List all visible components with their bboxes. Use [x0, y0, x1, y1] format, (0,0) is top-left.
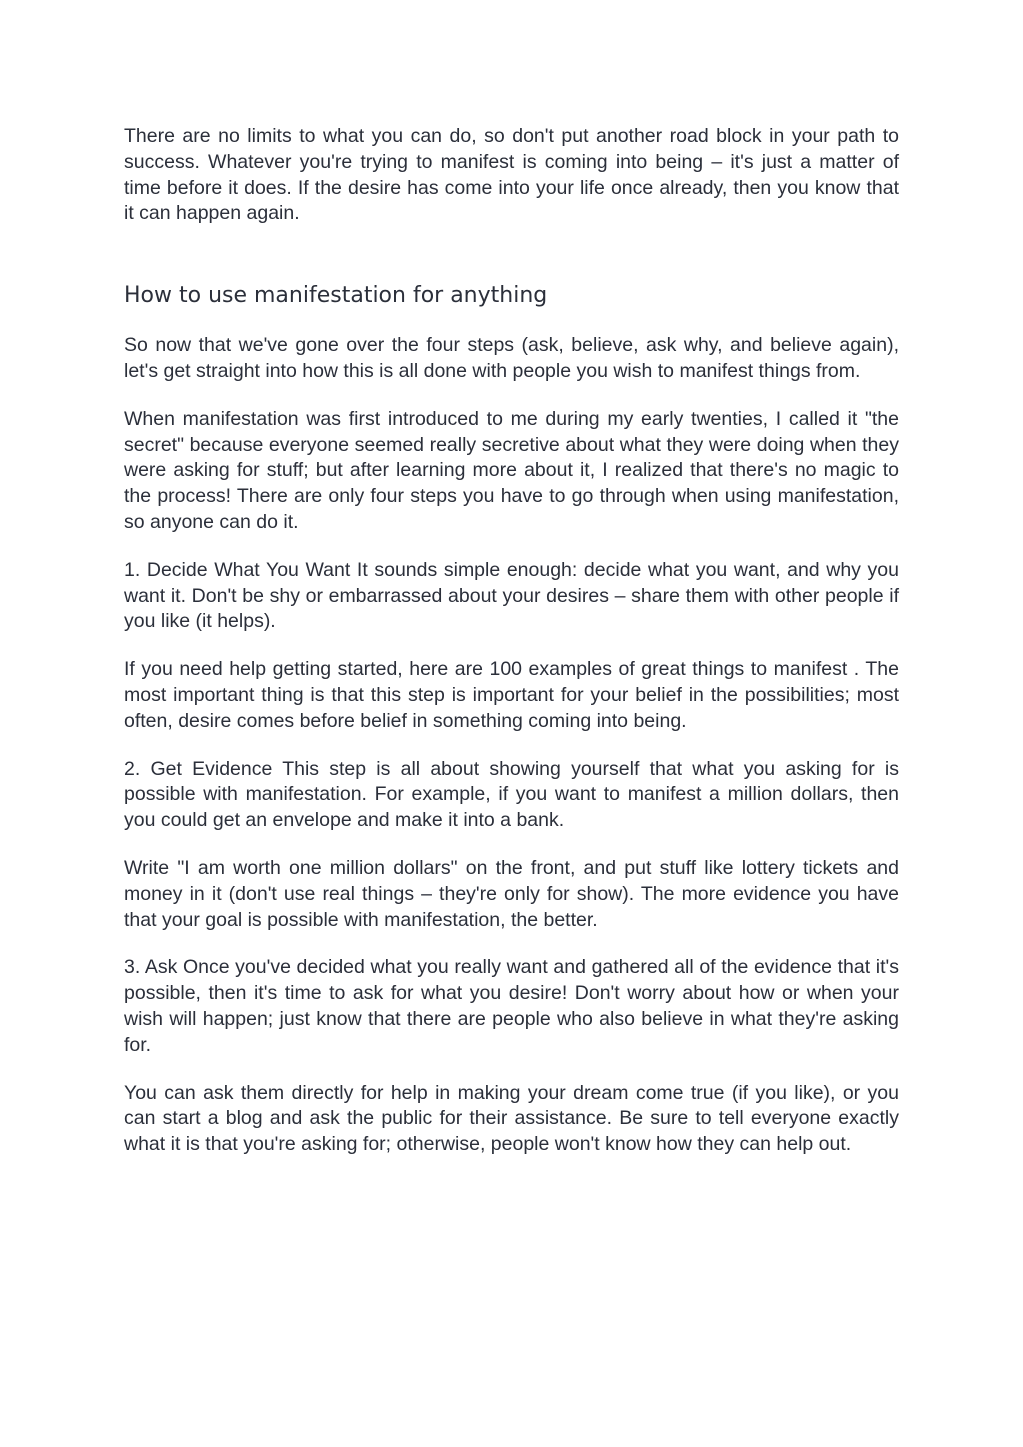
paragraph-overview: So now that we've gone over the four steps (ask, believe, ask why, and believe again), let's get straight into how this is all done with people you wish to manifest things from. — [124, 334, 899, 382]
paragraph-envelope: Write "I am worth one million dollars" on the front, and put stuff like lottery tickets and money in it (don't use real things – they're only for show). The more evidence you have that your goal is possible with manifestation, the better. — [124, 856, 899, 931]
intro-paragraph: There are no limits to what you can do, so don't put another road block in your path to success. Whatever you're trying to manifest is coming into being – it's just a matter of time before it does. If the desire has come into your life once already, then you know that it can happen again. — [124, 125, 899, 225]
paragraph-examples: If you need help getting started, here are 100 examples of great things to manifest . The most important thing is that this step is important for your belief in the possibilities; most often, desire comes before belief in something coming into being. — [124, 658, 899, 732]
paragraph-step-1-decide: 1. Decide What You Want It sounds simple enough: decide what you want, and why you want it. Don't be shy or embarrassed about your desires – share them with other people if you like (it helps). — [124, 558, 899, 633]
document-page — [124, 124, 899, 1180]
section-heading: How to use manifestation for anything — [124, 283, 548, 309]
paragraph-ask-directly: You can ask them directly for help in making your dream come true (if you like), or you can start a blog and ask the public for their assistance. Be sure to tell everyone exactly what it is that you're asking for; otherwise, people won't know how they can help out. — [124, 1081, 899, 1156]
paragraph-step-2-evidence: 2. Get Evidence This step is all about showing yourself that what you asking for is possible with manifestation. For example, if you want to manifest a million dollars, then you could get an envelope and make it into a bank. — [124, 757, 899, 832]
paragraph-the-secret: When manifestation was first introduced to me during my early twenties, I called it "the secret" because everyone seemed really secretive about what they were doing when they were asking for stuff; but after learning more about it, I realized that there's no magic to the process! There are only four steps you have to go through when using manifestation, so anyone can do it. — [124, 407, 899, 533]
paragraph-step-3-ask: 3. Ask Once you've decided what you really want and gathered all of the evidence that it's possible, then it's time to ask for what you desire! Don't worry about how or when your wish will happen; just know that there are people who also believe in what they're asking for. — [124, 956, 899, 1056]
